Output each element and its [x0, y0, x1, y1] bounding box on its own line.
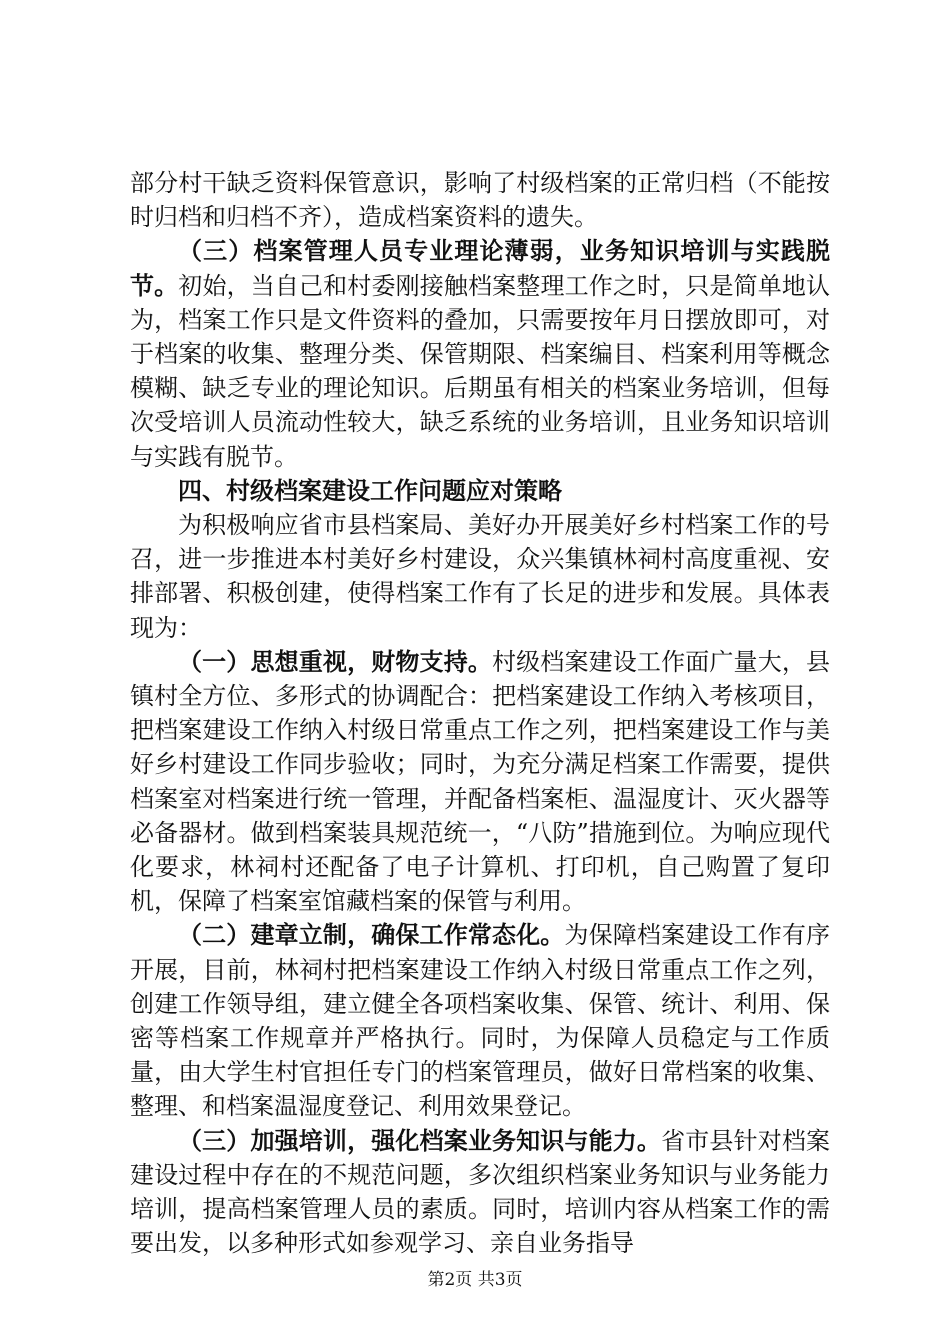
paragraph-2: （三）档案管理人员专业理论薄弱，业务知识培训与实践脱节。初始，当自己和村委刚接触档案整理工作之时，只是简单地认为，档案工作只是文件资料的叠加，只需要按年月日摆放即可，对于档案的收集、整理分类、保管期限、档案编目、档案利用等概念模糊、缺乏专业的理论知识。后期虽有相关的档案业务培训，但每次受培训人员流动性较大，缺乏系统的业务培训，且业务知识培训与实践有脱节。 [130, 236, 831, 471]
section-heading: （一）思想重视，财物支持。 [178, 646, 492, 676]
paragraph-6: （二）建章立制，确保工作常态化。为保障档案建设工作有序开展，目前，林祠村把档案建设工作纳入村级日常重点工作之列，创建工作领导组，建立健全各项档案收集、保管、统计、利用、保密等档案工作规章并严格执行。同时，为保障人员稳定与工作质量，由大学生村官担任专门的档案管理员，做好日常档案的收集、整理、和档案温湿度登记、利用效果登记。 [130, 920, 831, 1121]
section-heading: （三）加强培训，强化档案业务知识与能力。 [178, 1125, 662, 1155]
section-heading: （三）档案管理人员专业理论薄弱，业务知识培训与实践脱节。 [130, 236, 830, 300]
body-text [130, 166, 830, 1261]
paragraph-1: 部分村干缺乏资料保管意识，影响了村级档案的正常归档（不能按时归档和归档不齐），造成档案资料的遗失。 [130, 169, 830, 232]
paragraph-7: （三）加强培训，强化档案业务知识与能力。省市县针对档案建设过程中存在的不规范问题，多次组织档案业务知识与业务能力培训，提高档案管理人员的素质。同时，培训内容从档案工作的需要出发，以多种形式如参观学习、亲自业务指导 [130, 1125, 831, 1258]
paragraph-4: 为积极响应省市县档案局、美好办开展美好乡村档案工作的号召，进一步推进本村美好乡村建设，众兴集镇林祠村高度重视、安排部署、积极创建，使得档案工作有了长足的进步和发展。具体表现为： [130, 511, 830, 642]
page-footer: 第2页 共3页 [427, 1270, 523, 1290]
section-heading: （二）建章立制，确保工作常态化。 [178, 920, 565, 950]
chapter-heading: 四、村级档案建设工作问题应对策略 [178, 475, 562, 505]
paragraph-3 [130, 474, 830, 508]
paragraph-5: （一）思想重视，财物支持。村级档案建设工作面广量大，县镇村全方位、多形式的协调配合：把档案建设工作纳入考核项目，把档案建设工作纳入村级日常重点工作之列，把档案建设工作与美好乡村建设工作同步验收；同时，为充分满足档案工作需要，提供档案室对档案进行统一管理，并配备档案柜、温湿度计、灭火器等必备器材。做到档案装具规范统一，“八防”措施到位。为响应现代化要求，林祠村还配备了电子计算机、打印机，自己购置了复印机，保障了档案室馆藏档案的保管与利用。 [130, 646, 830, 916]
